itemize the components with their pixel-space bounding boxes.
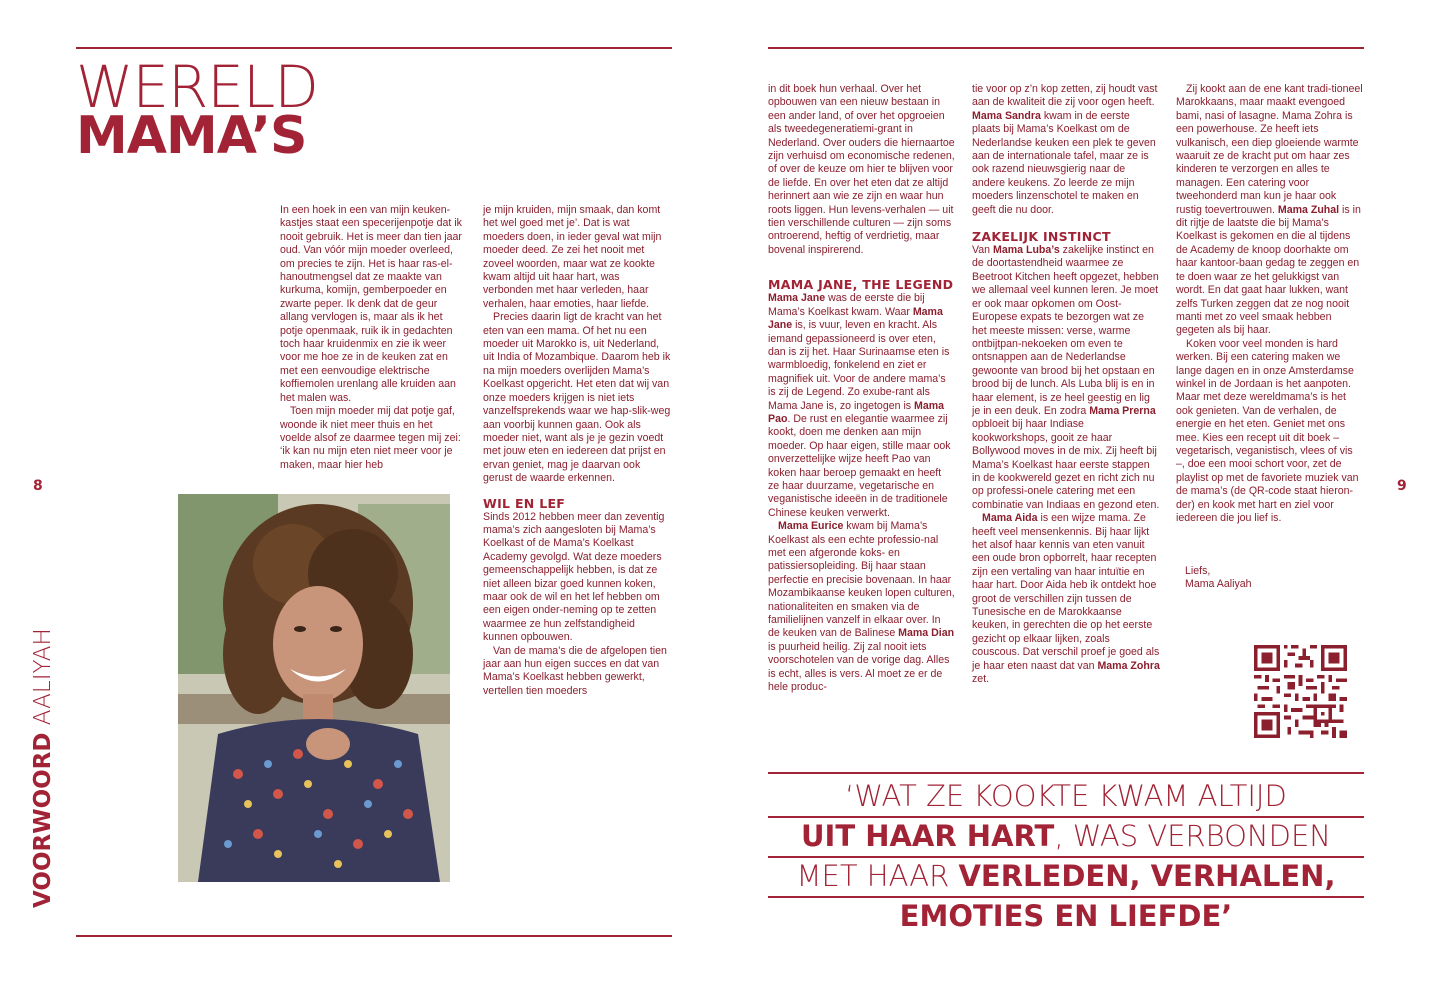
paragraph: Toen mijn moeder mij dat potje gaf, woonde ik niet meer thuis en het voelde alsof ze daarmee tegen mij zei: ‘ik kan nu mijn eten niet meer voor je maken, maar hier heb — [280, 405, 461, 471]
page-title-line1: WERELD — [76, 53, 318, 121]
name-highlight: Mama Jane — [768, 292, 826, 305]
quote-text: , WAS VERBONDEN — [1054, 819, 1331, 853]
paragraph: Van de mama’s die de afgelopen tien jaar aan hun eigen succes en dat van Mama’s Koelkast hebben gewerkt, vertellen tien moeders — [483, 644, 667, 697]
text-span: zakelijke instinct en de doortastendheid waarmee ze Beetroot Kitchen heeft opgezet, hebben we allemaal veel kunnen leren. Je moet er ook maar opkomen om Oost-Europese expats te bezorgen wat ze het meeste missen: verse, warme ontbijtpan-nekoeken om even te ontsnappen aan de Nederlandse gewoonte van brood bij het opstaan en brood bij de lunch. Als Luba blij is en in haar element, is ze heel geestig en lig je in een deuk. En zodra — [972, 244, 1159, 417]
page-title-line2: MAMA’S — [76, 106, 307, 166]
paragraph — [768, 292, 955, 520]
subheading-zakelijk-instinct: ZAKELIJK INSTINCT — [972, 229, 1111, 245]
text-span: is puurheid heilig. Zij zal nooit iets voorschotelen van de vorige dag. Alles is echt, alles is vers. Al moet ze er de hele produc- — [768, 640, 950, 694]
text-span: is, is vuur, leven en kracht. Als iemand gepassioneerd is over eten, dan is zij het. Haar Surinaamse eten is warmbloedig, fonkelend en ziet er magnifiek uit. Voor de andere mama’s is zij de Legend. Zo exube-rant als Mama Jane is, zo ingetogen is — [768, 319, 950, 412]
subheading-wil-en-lef: WIL EN LEF — [483, 495, 566, 511]
section-label — [20, 628, 70, 908]
paragraph — [972, 83, 1160, 217]
paragraph: Precies daarin ligt de kracht van het eten van een mama. Of het nu een moeder uit Marokko is, uit Nederland, uit India of Mozambique. Daarom heb ik na mijn moeders overlijden Mama’s Koelkast opgericht. Het eten dat wij van onze moeders krijgen is niet iets vanzelfsprekends waar we hap-slik-weg aan voorbij kunnen gaan. Ook als moeder niet, want als je je gezin voedt met jouw eten en iedereen dat prijst en ervan geniet, mag je daarvan ook gerust de waarde erkennen. — [483, 311, 671, 485]
text-column-4 — [972, 83, 1160, 686]
quote-emphasis: VERLEDEN, VERHALEN, — [958, 859, 1336, 893]
text-column-3 — [768, 83, 955, 694]
paragraph: In een hoek in een van mijn keuken-kastjes staat een specerijenpotje dat ik nooit gebruik. Het is meer dan tien jaar oud. Van vóór mijn moeder overleed, om precies te zijn. Het is haar ras-el-hanoutmengsel dat ze maakte van kurkuma, komijn, gemberpoeder en zwarte peper. Ik denk dat de geur allang vervlogen is, maar als ik het potje openmaak, ruik ik in gedachten toch haar kruidenmix en zie ik weer voor me hoe ze in de keuken zat en met een eenvoudige elektrische koffiemolen urenlang alle kruiden aan het malen was. — [280, 204, 462, 404]
text-span: kwam in de eerste plaats bij Mama’s Koelkast om de Nederlandse keuken een plek te geven aan de internationale tafel, maar ze is ook razend nieuwsgierig naar de andere keukens. Zo leerde ze mijn moeders linzenschotel te maken en geeft die nu door. — [972, 109, 1156, 216]
text-column-5 — [1176, 83, 1364, 525]
paragraph — [768, 520, 955, 694]
quote-text: ‘WAT ZE KOOKTE KWAM ALTIJD — [845, 779, 1287, 813]
name-highlight: Mama Zohra — [1097, 659, 1160, 672]
section-label-bold: VOORWOORD — [30, 732, 56, 908]
text-span: . De rust en elegantie waarmee zij kookt, doen me denken aan mijn moeder. Op haar eigen, stille maar ook onverzettelijke wijze heeft Pao van koken haar beroep gemaakt en heeft ze haar duurzame, vegetarische en veganistische ideeën in de traditionele Chinese keuken verwerkt. — [768, 412, 951, 519]
page-number-right: 9 — [1397, 478, 1407, 494]
paragraph: in dit boek hun verhaal. Over het opbouwen van een nieuw bestaan in een ander land, of over het opgroeien als tweedegeneratiemi-grant in Nederland. Over ouders die hiernaartoe zijn verhuisd om economische redenen, of over de keuze om hier te blijven voor de liefde. En over het eten dat ze altijd herinnert aan wie ze zijn en waar hun roots liggen. Hun levens-verhalen — uit tien verschillende culturen — zijn soms ontroerend, heftig of verdrietig, maar bovenal inspirerend. — [768, 83, 955, 256]
paragraph — [972, 512, 1160, 686]
name-highlight: Mama Aida — [982, 512, 1038, 525]
quote-emphasis: EMOTIES EN LIEFDE’ — [899, 899, 1233, 933]
name-highlight: Mama Pao — [768, 399, 945, 425]
portrait-photo — [178, 494, 450, 882]
text-span: Zij kookt aan de ene kant tradi-tioneel Marokkaans, maar maakt evengoed bami, nasi of lasagne. Mama Zohra is een powerhouse. Ze heeft iets vulkanisch, een diep gloeiende warmte waaruit ze de kracht put om haar zes kinderen te verzorgen en alles te managen. Een catering voor tweehonderd man kun je haar ook rustig toevertrouwen. — [1176, 83, 1363, 216]
paragraph: Sinds 2012 hebben meer dan zeventig mama’s zich aangesloten bij Mama’s Koelkast of de Mama’s Koelkast Academy gevolgd. Wat deze moeders gemeenschappelijk hebben, is dat ze niet alleen bizar goed kunnen koken, maar ook de wil en het lef hebben om een eigen onder-neming op te zetten waarmee ze hun zelfstandigheid kunnen opbouwen. — [483, 510, 665, 644]
text-span: tie voor op z’n kop zetten, zij houdt vast aan de kwaliteit die zij voor ogen heeft. — [972, 83, 1158, 109]
name-highlight: Mama Luba’s — [993, 244, 1060, 257]
name-highlight: Mama Zuhal — [1277, 203, 1340, 216]
quote-text: MET HAAR — [796, 859, 959, 893]
text-span: is een wijze mama. Ze heeft veel mensenkennis. Bij haar lijkt het alsof haar kennis van eten vanuit een oude bron opborrelt, haar recepten zijn een vertaling van haar intuïtie en haar hart. Door Aida heb ik ontdekt hoe groot de verschillen zijn tussen de Tunesische en de Marokkaanse keuken, in gerechten die op het eerste gezicht op elkaar lijken, zoals couscous. Dat verschil proef je goed als je haar eten naast dat van — [972, 512, 1160, 672]
qr-code-icon[interactable] — [1254, 645, 1347, 738]
signature-greeting: Liefs, — [1185, 565, 1211, 577]
text-span: kwam bij Mama’s Koelkast als een echte professio-nal met een afgeronde koks- en patissiersopleiding. Bij haar staan perfectie en precisie bovenaan. In haar Mozambikaanse keuken lopen culturen, nationaliteiten en smaken via de familielijnen vanzelf in elkaar over. In de keuken van de Balinese — [768, 520, 955, 640]
paragraph: Koken voor veel monden is hard werken. Bij een catering maken we lange dagen en in onze Amsterdamse winkel in de Jordaan is het aanpoten. Maar met deze wereldmama’s is het ook genieten. Van de verhalen, de energie en het eten. Geniet met ons mee. Kies een recept uit dit boek – vegetarisch, veganistisch, vlees of vis –, doe een mooi schort voor, zet de playlist op met de favoriete muziek van de mama’s (de QR-code staat hieron-der) en kook met hart en ziel voor iedereen die jou lief is. — [1176, 337, 1359, 524]
quote-line-4 — [768, 896, 1364, 936]
name-highlight: Mama Eurice — [778, 520, 844, 533]
name-highlight: Mama Jane — [768, 305, 943, 332]
section-label-light: AALIYAH — [30, 628, 56, 733]
name-highlight: Mama Prerna — [1089, 404, 1156, 417]
text-span: was de eerste die bij Mama’s Koelkast kwam. Waar — [768, 292, 925, 318]
text-span: is in dit rijtje de laatste die bij Mama’s Koelkast is gekomen en die al tijdens de Academy de knoop doorhakte om haar kantoor-baan gedag te zeggen en te doen waar ze het gelukkigst van wordt. En dat gaat haar lukken, want zelfs Turken zeggen dat ze nog nooit manti met zo veel smaak hebben gegeten als bij haar. — [1176, 203, 1361, 337]
page-number-left: 8 — [33, 478, 43, 494]
text-column-2 — [483, 204, 671, 698]
quote-rule — [768, 772, 1364, 774]
name-highlight: Mama Sandra — [972, 109, 1041, 122]
subheading-mama-jane: MAMA JANE, THE LEGEND — [768, 277, 954, 293]
quote-emphasis: UIT HAAR HART — [801, 819, 1055, 853]
signature-name: Mama Aaliyah — [1185, 578, 1252, 590]
bottom-rule-left — [76, 935, 672, 937]
text-column-1 — [280, 204, 466, 472]
quote-line-2 — [768, 816, 1364, 856]
quote-line-1 — [768, 776, 1364, 816]
text-span: opbloeit bij haar Indiase kookworkshops, gooit ze haar Bollywood moves in de mix. Zij heeft bij Mama’s Koelkast haar eerste stappen in de kookwereld gezet en richt zich nu op professi-onele catering met een combinatie van Indiaas en gezond eten. — [972, 418, 1160, 511]
text-span: Van — [972, 244, 994, 257]
name-highlight: Mama Dian — [898, 627, 955, 640]
quote-line-3 — [768, 856, 1364, 896]
text-span: zet. — [972, 673, 990, 686]
paragraph — [972, 244, 1160, 512]
top-rule-right — [768, 47, 1364, 49]
top-rule-left — [76, 47, 672, 49]
paragraph: je mijn kruiden, mijn smaak, dan komt het wel goed met je’. Dat is wat moeders doen, in ieder geval wat mijn moeder deed. Ze zei het nooit met zoveel woorden, maar wat ze kookte kwam altijd uit haar hart, was verbonden met haar verleden, haar verhalen, haar emoties, haar liefde. — [483, 204, 662, 310]
paragraph — [1176, 83, 1364, 338]
